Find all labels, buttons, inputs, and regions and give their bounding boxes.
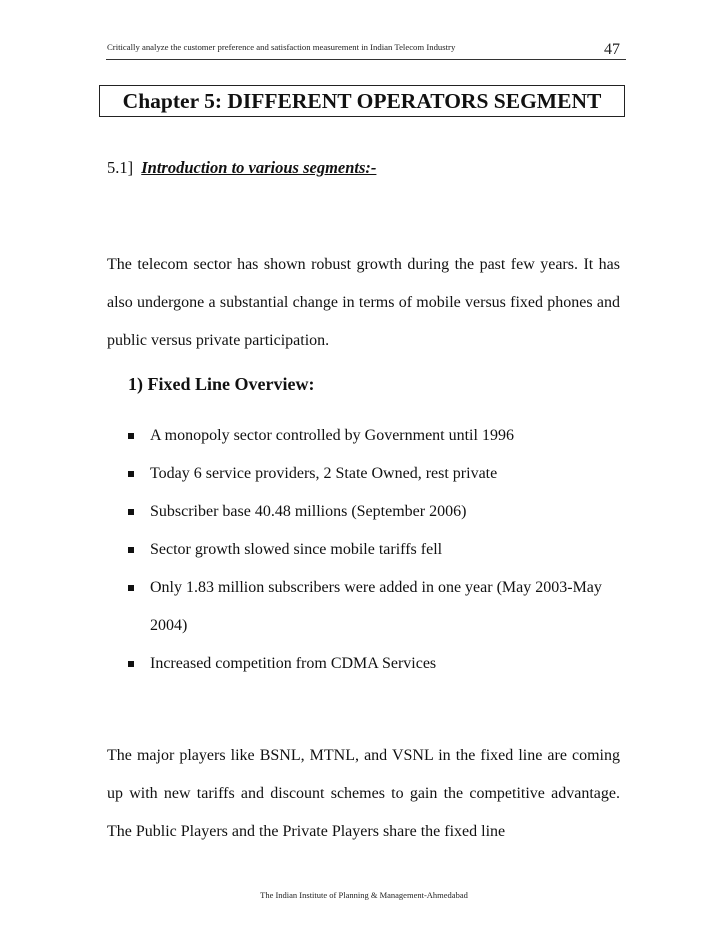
bullet-text: Only 1.83 million subscribers were added in one year (May 2003-May 2004) <box>150 579 602 634</box>
section-title: Introduction to various segments:- <box>141 158 377 177</box>
bullet-item <box>128 569 622 645</box>
subsection-title: 1) Fixed Line Overview: <box>128 374 315 394</box>
square-bullet-icon <box>128 661 134 667</box>
square-bullet-icon <box>128 471 134 477</box>
bullet-text: Increased competition from CDMA Services <box>150 655 437 672</box>
bullet-item <box>128 531 622 569</box>
square-bullet-icon <box>128 509 134 515</box>
bullet-text: Today 6 service providers, 2 State Owned, rest private <box>150 465 498 482</box>
intro-paragraph: The telecom sector has shown robust growth during the past few years. It has also undergone a substantial change in terms of mobile versus fixed phones and public versus private participation. <box>107 256 620 349</box>
bullet-item <box>128 493 622 531</box>
bullet-item <box>128 645 622 683</box>
page-number: 47 <box>604 41 620 58</box>
square-bullet-icon <box>128 433 134 439</box>
bullet-list <box>128 417 622 683</box>
bullet-text: Sector growth slowed since mobile tariffs fell <box>150 541 443 558</box>
bullet-item <box>128 455 622 493</box>
chapter-title: Chapter 5: DIFFERENT OPERATORS SEGMENT <box>99 85 625 117</box>
players-paragraph: The major players like BSNL, MTNL, and VSNL in the fixed line are coming up with new tariffs and discount schemes to gain the competitive advantage. The Public Players and the Private Players share the fixed line <box>107 747 620 840</box>
header-rule <box>106 59 626 60</box>
bullet-item <box>128 417 622 455</box>
square-bullet-icon <box>128 547 134 553</box>
section-heading <box>107 158 376 178</box>
running-header: Critically analyze the customer preference and satisfaction measurement in Indian Telecom Industry <box>107 42 456 52</box>
bullet-text: Subscriber base 40.48 millions (September 2006) <box>150 503 467 520</box>
square-bullet-icon <box>128 585 134 591</box>
section-number: 5.1] <box>107 158 134 177</box>
bullet-text: A monopoly sector controlled by Government until 1996 <box>150 427 514 444</box>
page-footer: The Indian Institute of Planning & Management-Ahmedabad <box>260 890 468 900</box>
